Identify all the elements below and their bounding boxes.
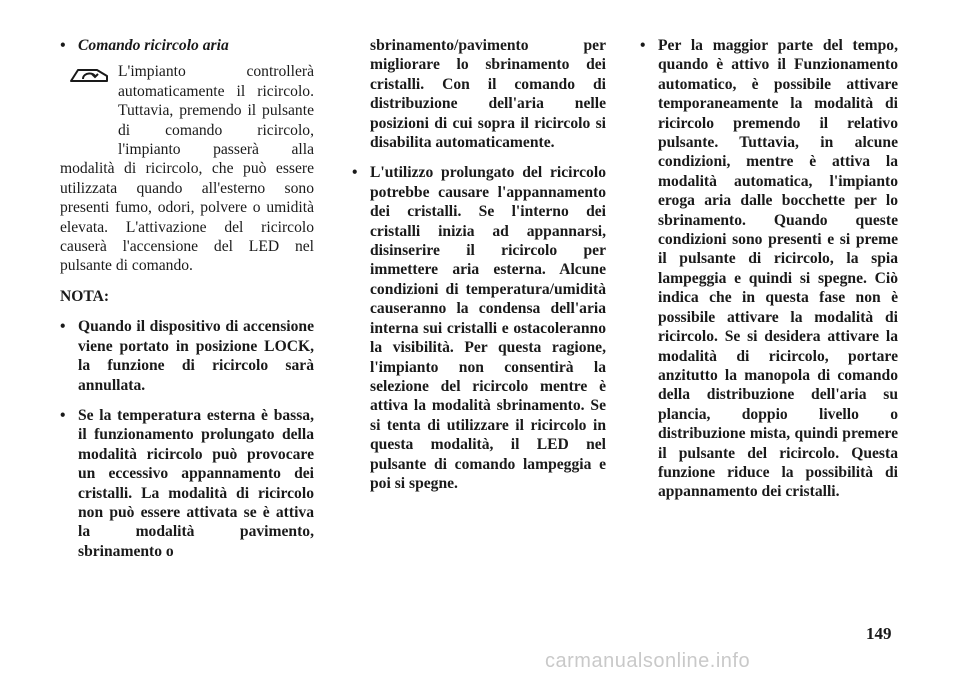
column-middle [352, 36, 606, 504]
note-bullet-text: L'utilizzo prolungato del ricircolo potrebbe causare l'appannamento dei cristalli. Se l'interno dei cristalli inizia ad appannarsi, disinserire il ricircolo per immettere aria esterna. Alcune condizioni di temperatura/umidità causeranno la condensa dell'aria interna sui cristalli e ostacoleranno la visibilità. Per questa ragione, l'impianto non consentirà la selezione del ricircolo mentre è attiva la modalità sbrinamento. Se si tenta di utilizzare il ricircolo in questa modalità, il LED nel pulsante di comando lampeggia e poi si spegne. [370, 164, 606, 492]
column-right [640, 36, 898, 513]
note-label: NOTA: [60, 287, 110, 305]
recirculation-block [60, 62, 314, 275]
watermark: carmanualsonline.info [545, 650, 751, 672]
note-bullet-text: Per la maggior parte del tempo, quando è attivo il Funzionamento automatico, è possibile attivare temporaneamente la modalità di ricircolo premendo il relativo pulsante. Tuttavia, in alcune condizioni, mentre è attiva la modalità automatica, l'impianto eroga aria dalle bocchette per lo sbrinamento. Quando queste condizioni sono presenti e si preme il pulsante di ricircolo, la spia lampeggia e quindi si spegne. Ciò indica che in questa fase non è possibile attivare la modalità di ricircolo. Se si desidera attivare la modalità di ricircolo, portare anzitutto la manopola di comando della distribuzione dell'aria su plancia, doppio livello o distribuzione mista, quindi premere il pulsante del ricircolo. Questa funzione riduce la possibilità di appannamento dei cristalli. [658, 37, 898, 501]
bullet-dot: • [60, 318, 66, 336]
column-left [60, 36, 314, 572]
bullet-dot: • [60, 37, 66, 54]
note-bullet-temperature [60, 406, 314, 561]
bullet-dot: • [640, 37, 646, 54]
bullet-dot: • [60, 406, 66, 424]
page-number: 149 [866, 624, 892, 643]
recirculation-description: L'impianto controllerà automaticamente il ricircolo. Tuttavia, premendo il pulsante di comando ricircolo, l'impianto passerà alla modalità di ricircolo, che può essere utilizzata quando all'esterno sono presenti fumo, odori, polvere o umidità elevata. L'attivazione del ricircolo causerà l'accensione del LED nel pulsante di comando. [60, 63, 314, 275]
note-bullet-text: Se la temperatura esterna è bassa, il funzionamento prolungato della modalità ricircolo può provocare un eccessivo appannamento dei cristalli. La modalità di ricircolo non può essere attivata se è attiva la modalità pavimento, sbrinamento o [78, 406, 314, 560]
note-bullet-prolonged-use [352, 163, 606, 493]
note-bullet-text: Quando il dispositivo di accensione viene portato in posizione LOCK, la funzione di ricircolo sarà annullata. [78, 318, 314, 394]
bullet-dot: • [352, 164, 358, 182]
section-heading [60, 36, 314, 55]
recirculation-car-icon [60, 62, 118, 140]
continued-text: sbrinamento/pavimento per migliorare lo sbrinamento dei cristalli. Con il comando di distribuzione dell'aria nelle posizioni di cui sopra il ricircolo si disabilita automaticamente. [370, 37, 606, 152]
note-bullet-lock [60, 317, 314, 395]
heading-text: Comando ricircolo aria [78, 37, 229, 54]
note-bullet-auto-mode [640, 36, 898, 502]
